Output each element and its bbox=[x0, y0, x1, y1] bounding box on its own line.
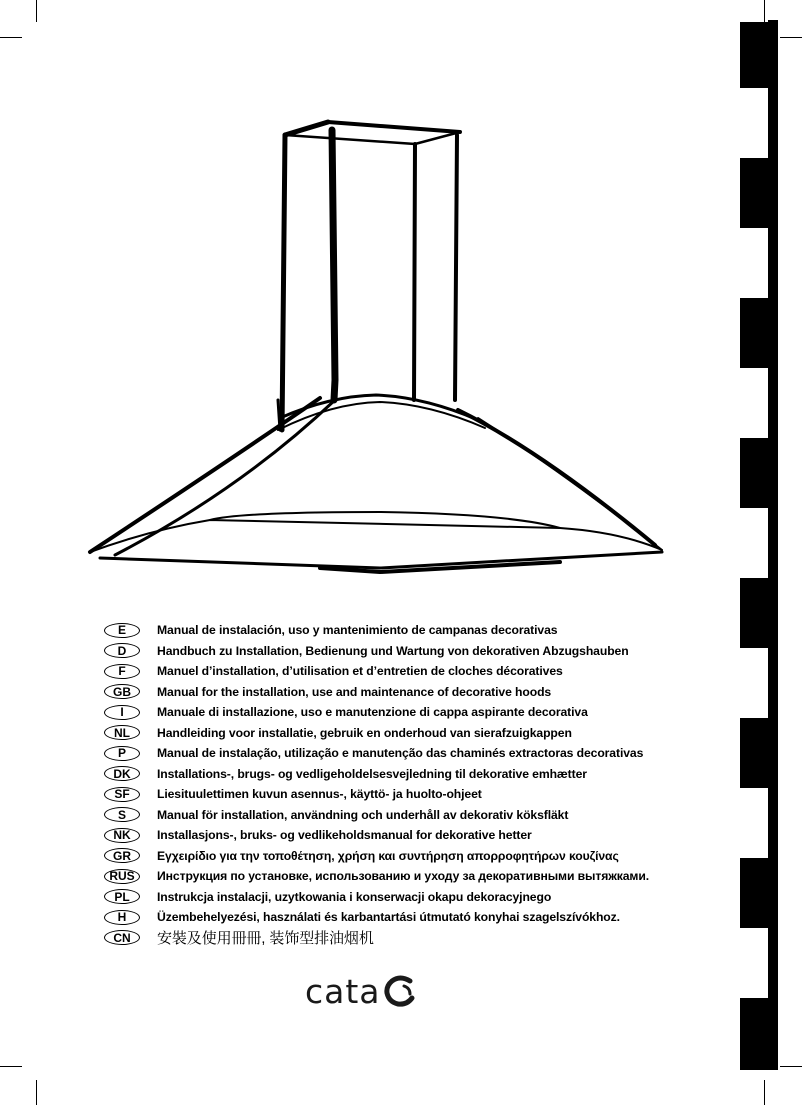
crop-mark-top-left-v bbox=[36, 0, 37, 22]
language-code-badge: NK bbox=[104, 828, 140, 843]
cooker-hood-illustration bbox=[80, 100, 670, 590]
thumb-index-strip bbox=[768, 20, 778, 1070]
language-row bbox=[104, 928, 649, 949]
language-row bbox=[104, 866, 649, 887]
manual-title: 安裝及使用冊冊, 装饰型排油烟机 bbox=[157, 930, 374, 948]
crop-mark-top-right-v bbox=[764, 0, 765, 22]
language-row bbox=[104, 907, 649, 928]
language-row bbox=[104, 825, 649, 846]
language-row bbox=[104, 620, 649, 641]
crop-mark-bottom-left-h bbox=[0, 1066, 22, 1067]
language-code-badge: DK bbox=[104, 766, 140, 781]
language-code-badge: F bbox=[104, 664, 140, 679]
language-code-badge: I bbox=[104, 705, 140, 720]
language-code-badge: GR bbox=[104, 848, 140, 863]
thumb-tab bbox=[740, 438, 768, 508]
language-list bbox=[104, 620, 649, 948]
manual-title: Εγχειρίδιο για την τοποθέτηση, χρήση και συντήρηση απορροφητήρων κουζίνας bbox=[157, 848, 619, 863]
manual-title: Инструкция по установке, использованию и уходу за декоративными вытяжками. bbox=[157, 869, 650, 884]
manual-title: Manual för installation, användning och underhåll av dekorativ köksfläkt bbox=[157, 807, 569, 822]
manual-title: Instrukcja instalacji, uzytkowania i konserwacji okapu dekoracyjnego bbox=[157, 889, 552, 904]
brand-logo bbox=[305, 971, 417, 1011]
manual-title: Handbuch zu Installation, Bedienung und Wartung von dekorativen Abzugshauben bbox=[157, 643, 629, 658]
language-code-badge: P bbox=[104, 746, 140, 761]
crop-mark-bottom-left-v bbox=[36, 1080, 37, 1105]
language-code-badge: RUS bbox=[104, 869, 140, 884]
language-code-badge: D bbox=[104, 643, 140, 658]
manual-title: Installations-, brugs- og vedligeholdelsesvejledning til dekorative emhætter bbox=[157, 766, 587, 781]
crop-mark-top-right-h bbox=[780, 37, 802, 38]
manual-title: Handleiding voor installatie, gebruik en onderhoud van sierafzuigkappen bbox=[157, 725, 572, 740]
manual-title: Manual de instalación, uso y mantenimiento de campanas decorativas bbox=[157, 623, 558, 638]
language-row bbox=[104, 682, 649, 703]
language-code-badge: E bbox=[104, 623, 140, 638]
language-row bbox=[104, 661, 649, 682]
manual-title: Installasjons-, bruks- og vedlikeholdsmanual for dekorative hetter bbox=[157, 828, 532, 843]
language-code-badge: PL bbox=[104, 889, 140, 904]
manual-title: Manuale di installazione, uso e manutenzione di cappa aspirante decorativa bbox=[157, 705, 588, 720]
thumb-tab bbox=[740, 718, 768, 788]
manual-title: Liesituulettimen kuvun asennus-, käyttö- ja huolto-ohjeet bbox=[157, 787, 482, 802]
manual-title: Manual de instalação, utilização e manutenção das chaminés extractoras decorativas bbox=[157, 746, 644, 761]
crop-mark-bottom-right-v bbox=[764, 1080, 765, 1105]
language-row bbox=[104, 887, 649, 908]
manual-title: Manuel d’installation, d’utilisation et d’entretien de cloches décoratives bbox=[157, 664, 563, 679]
language-row bbox=[104, 723, 649, 744]
brand-wordmark: cata bbox=[305, 971, 381, 1011]
language-code-badge: NL bbox=[104, 725, 140, 740]
language-row bbox=[104, 743, 649, 764]
manual-title: Üzembehelyezési, használati és karbantartási útmutató konyhai szagelszívókhoz. bbox=[157, 910, 620, 925]
language-row bbox=[104, 764, 649, 785]
language-code-badge: H bbox=[104, 910, 140, 925]
thumb-tab bbox=[740, 22, 768, 88]
language-row bbox=[104, 805, 649, 826]
language-row bbox=[104, 846, 649, 867]
manual-title: Manual for the installation, use and maintenance of decorative hoods bbox=[157, 684, 552, 699]
language-code-badge: CN bbox=[104, 930, 140, 945]
crop-mark-top-left-h bbox=[0, 37, 22, 38]
thumb-tab bbox=[740, 998, 768, 1070]
language-code-badge: S bbox=[104, 807, 140, 822]
thumb-tab bbox=[740, 298, 768, 368]
thumb-tab bbox=[740, 158, 768, 228]
thumb-tab bbox=[740, 858, 768, 928]
thumb-tab bbox=[740, 578, 768, 648]
language-row bbox=[104, 784, 649, 805]
language-code-badge: SF bbox=[104, 787, 140, 802]
language-row bbox=[104, 702, 649, 723]
crop-mark-bottom-right-h bbox=[780, 1066, 802, 1067]
language-row bbox=[104, 641, 649, 662]
c-swoosh-icon bbox=[383, 974, 417, 1008]
language-code-badge: GB bbox=[104, 684, 140, 699]
